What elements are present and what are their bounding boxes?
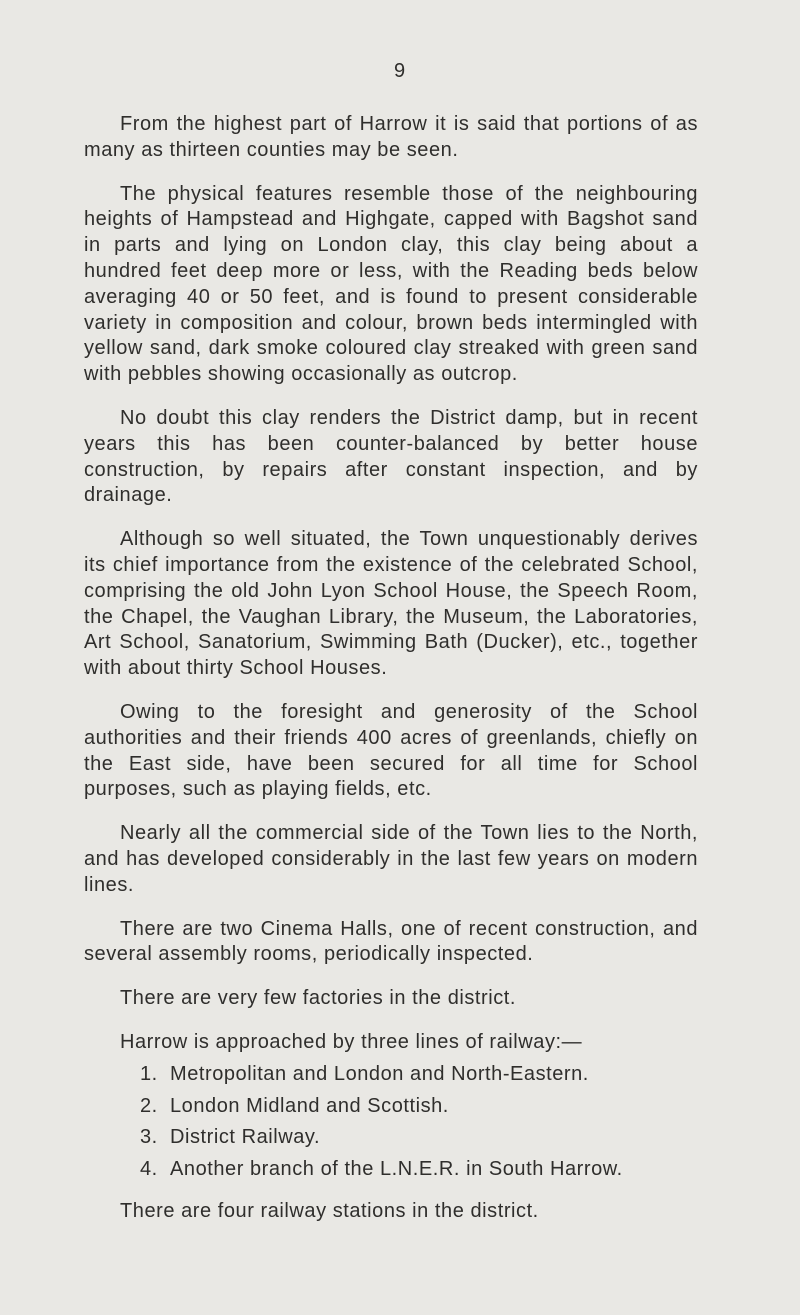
body-text — [84, 112, 698, 1243]
paragraph-counties-view: From the highest part of Harrow it is said that portions of as many as thirteen counties may be seen. — [84, 113, 698, 161]
paragraph-commercial-side: Nearly all the commercial side of the Town lies to the North, and has developed considerably in the last few years on modern lines. — [84, 822, 698, 896]
railway-list — [84, 1062, 698, 1183]
paragraph-factories: There are very few factories in the district. — [120, 987, 516, 1010]
paragraph-cinema-halls: There are two Cinema Halls, one of recent construction, and several assembly rooms, periodically inspected. — [84, 917, 698, 966]
paragraph-harrow-school: Although so well situated, the Town unquestionably derives its chief importance from the existence of the celebrated School, comprising the old John Lyon School House, the Speech Room, the Chapel, the Vaughan Library, the Museum, the Laboratories, Art School, Sanatorium, Swimming Bath (Ducker), etc., together with about thirty School Houses. — [84, 528, 698, 680]
paragraph-railway-stations: There are four railway stations in the district. — [120, 1199, 539, 1222]
page-number: 9 — [393, 60, 407, 82]
list-item — [84, 1157, 698, 1183]
paragraph-physical-features: The physical features resemble those of the neighbouring heights of Hampstead and Highgate, capped with Bagshot sand in parts and lying on London clay, this clay being about a hundred feet deep more or less, with the Reading beds below averaging 40 or 50 feet, and is found to present considerable variety in composition and colour, brown beds intermingled with yellow sand, dark smoke coloured clay streaked with green sand with pebbles showing occasionally as outcrop. — [84, 182, 698, 386]
list-item-text: London Midland and Scottish. — [170, 1094, 449, 1117]
list-item-text: Metropolitan and London and North-Eastern. — [170, 1062, 589, 1085]
paragraph-railway-intro: Harrow is approached by three lines of railway:— — [120, 1030, 583, 1053]
list-item-text: Another branch of the L.N.E.R. in South Harrow. — [170, 1158, 623, 1181]
list-item — [84, 1125, 698, 1151]
list-item-number: 3. — [140, 1126, 158, 1149]
list-item — [84, 1094, 698, 1120]
list-item — [84, 1062, 698, 1088]
paragraph-greenlands: Owing to the foresight and generosity of the School authorities and their friends 400 acres of greenlands, chiefly on the East side, have been secured for all time for School purposes, such as playing fields, etc. — [84, 700, 698, 801]
list-item-number: 4. — [140, 1158, 158, 1181]
paragraph-clay-damp: No doubt this clay renders the District damp, but in recent years this has been counter-balanced by better house construction, by repairs after constant inspection, and by drainage. — [84, 406, 698, 507]
list-item-text: District Railway. — [170, 1126, 321, 1149]
list-item-number: 1. — [140, 1062, 158, 1085]
list-item-number: 2. — [140, 1094, 158, 1117]
